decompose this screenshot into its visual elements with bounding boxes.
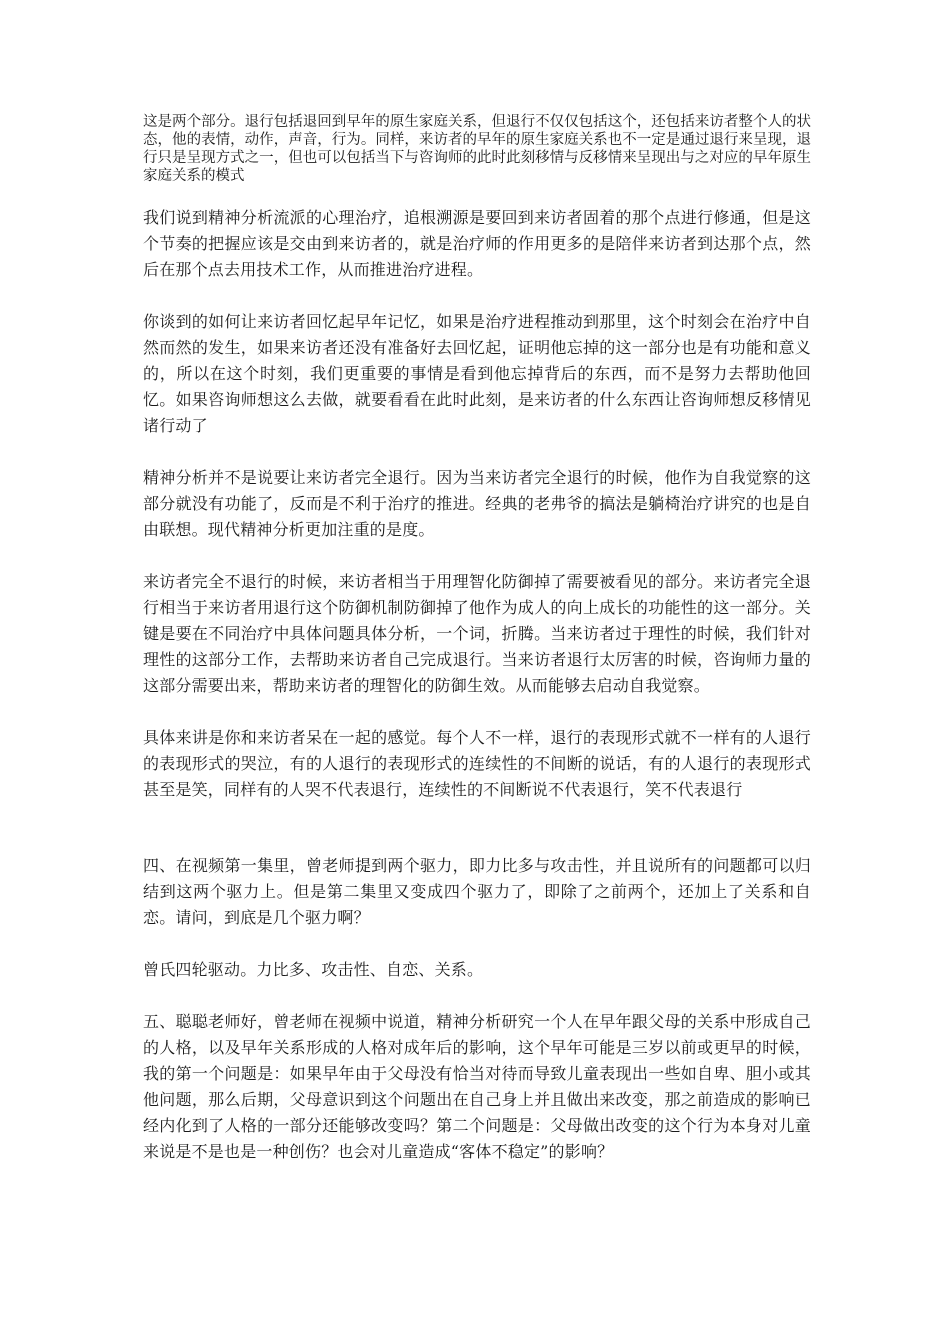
section-spacer	[143, 803, 811, 853]
paragraph-spacer	[143, 983, 811, 1009]
question-five-early-relationships: 五、聪聪老师好，曾老师在视频中说道，精神分析研究一个人在早年跟父母的关系中形成自己的人格，以及早年关系形成的人格对成年后的影响，这个早年可能是三岁以前或更早的时候，我的第一个问题是：如果早年由于父母没有恰当对待而导致儿童表现出一些如自卑、胆小或其他问题，那么后期，父母意识到这个问题出在自己身上并且做出来改变，那之前造成的影响已经内化到了人格的一部分还能够改变吗？第二个问题是：父母做出改变的这个行为本身对儿童来说是不是也是一种创伤？也会对儿童造成“客体不稳定”的影响？	[143, 1012, 811, 1161]
paragraph-forms-of-regression: 具体来讲是你和来访者呆在一起的感觉。每个人不一样，退行的表现形式就不一样有的人退行的表现形式的哭泣，有的人退行的表现形式的连续性的不间断的说话，有的人退行的表现形式甚至是笑，同样有的人哭不代表退行，连续性的不间断说不代表退行，笑不代表退行	[143, 728, 811, 799]
paragraph-spacer	[143, 543, 811, 569]
paragraph-spacer	[143, 931, 811, 957]
paragraph-psychoanalysis-fixation-point: 我们说到精神分析流派的心理治疗，追根溯源是要回到来访者固着的那个点进行修通，但是这个节奏的把握应该是交由到来访者的，就是治疗师的作用更多的是陪伴来访者到达那个点，然后在那个点去用技术工作，从而推进治疗进程。	[143, 208, 811, 279]
paragraph-spacer	[143, 439, 811, 465]
paragraph-spacer	[143, 699, 811, 725]
paragraph-regression-two-parts: 这是两个部分。退行包括退回到早年的原生家庭关系，但退行不仅仅包括这个，还包括来访者整个人的状态，他的表情，动作，声音，行为。同样，来访者的早年的原生家庭关系也不一定是通过退行来呈现，退行只是呈现方式之一，但也可以包括当下与咨询师的此时此刻移情与反移情来呈现出与之对应的早年原生家庭关系的模式	[143, 114, 811, 184]
paragraph-recalling-early-memories: 你谈到的如何让来访者回忆起早年记忆，如果是治疗进程推动到那里，这个时刻会在治疗中自然而然的发生，如果来访者还没有准备好去回忆起，证明他忘掉的这一部分也是有功能和意义的，所以在这个时刻，我们更重要的事情是看到他忘掉背后的东西，而不是努力去帮助他回忆。如果咨询师想这么去做，就要看看在此时此刻，是来访者的什么东西让咨询师想反移情见诸行动了	[143, 312, 811, 435]
document-page	[143, 113, 811, 1165]
paragraph-spacer	[143, 283, 811, 309]
paragraph-spacer	[143, 185, 811, 205]
answer-four-drives: 曾氏四轮驱动。力比多、攻击性、自恋、关系。	[143, 960, 484, 979]
paragraph-complete-regression: 精神分析并不是说要让来访者完全退行。因为当来访者完全退行的时候，他作为自我觉察的这部分就没有功能了，反而是不利于治疗的推进。经典的老弗爷的搞法是躺椅治疗讲究的也是自由联想。现代精神分析更加注重的是度。	[143, 468, 811, 539]
question-four-drives: 四、在视频第一集里，曾老师提到两个驱力，即力比多与攻击性，并且说所有的问题都可以归结到这两个驱力上。但是第二集里又变成四个驱力了，即除了之前两个，还加上了关系和自恋。请问，到底是几个驱力啊？	[143, 856, 811, 927]
paragraph-no-regression-vs-full-regression: 来访者完全不退行的时候，来访者相当于用理智化防御掉了需要被看见的部分。来访者完全退行相当于来访者用退行这个防御机制防御掉了他作为成人的向上成长的功能性的这一部分。关键是要在不同治疗中具体问题具体分析，一个词，折腾。当来访者过于理性的时候，我们针对理性的这部分工作，去帮助来访者自己完成退行。当来访者退行太厉害的时候，咨询师力量的这部分需要出来，帮助来访者的理智化的防御生效。从而能够去启动自我觉察。	[143, 572, 811, 695]
